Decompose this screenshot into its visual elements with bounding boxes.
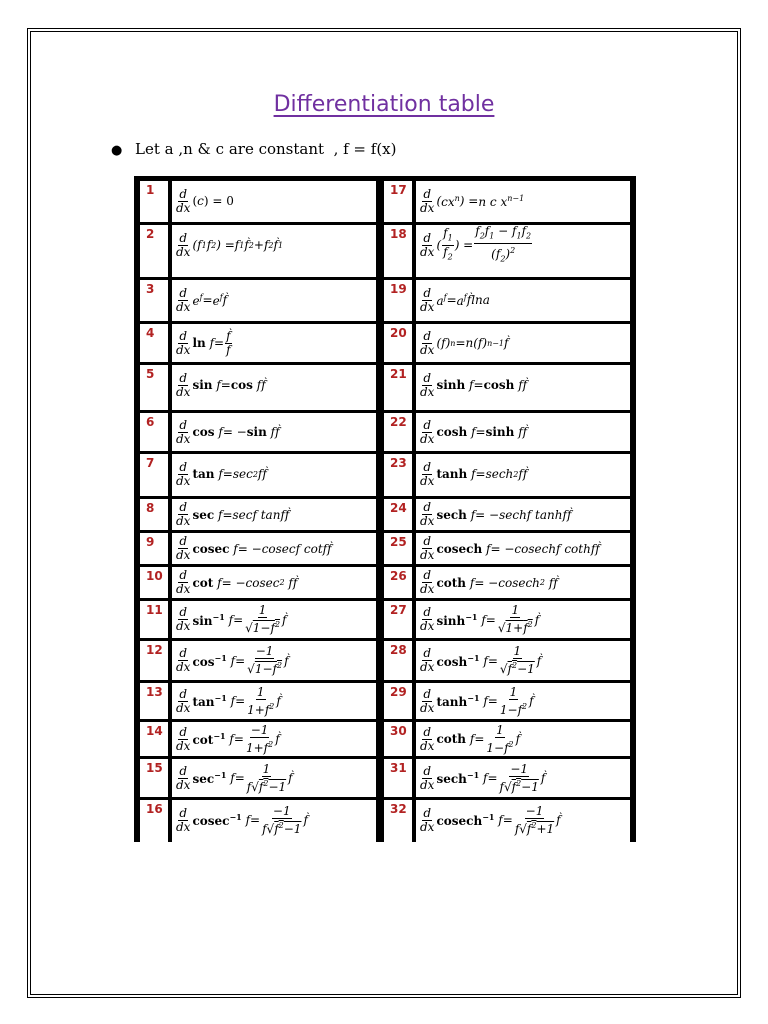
formula-cell: [416, 683, 630, 719]
row-number-cell: [140, 601, 168, 638]
row-number: 31: [390, 761, 407, 775]
formula: d dx ( $cx^n$ ) = n c $x^{n-1}$: [420, 186, 525, 215]
formula: d dx sin f = cos f f̀: [176, 370, 266, 399]
formula: d dx cosec$^{-1}$ f = −1 $f√f^2-1$ f̀: [176, 803, 308, 836]
row-number: 14: [146, 724, 163, 738]
row-number: 7: [146, 456, 155, 470]
row-number: 17: [390, 183, 407, 197]
row-number-cell: [384, 641, 412, 680]
formula-cell: [172, 601, 376, 638]
formula-cell: [172, 641, 376, 680]
formula: d dx ln f = f̀ f: [176, 328, 231, 357]
row-number-cell: [140, 722, 168, 756]
row-number-cell: [140, 800, 168, 844]
formula: d dx coth f = 1 $1-f^2$ f̀: [420, 722, 521, 755]
row-number-cell: [140, 225, 168, 277]
row-number: 13: [146, 685, 163, 699]
formula-cell: [172, 324, 376, 362]
formula-cell: [172, 683, 376, 719]
row-number: 20: [390, 326, 407, 340]
row-number: 5: [146, 367, 155, 381]
row-number-cell: [140, 533, 168, 564]
formula: d dx $\tan^{-1}$ f = 1 $1+f^2$ f̀: [176, 684, 281, 717]
row-number-cell: [384, 800, 412, 844]
row-number: 28: [390, 643, 407, 657]
row-number: 18: [390, 227, 407, 241]
formula-cell: [416, 280, 630, 321]
formula: d dx sech f = − sechf tanhf f̀: [420, 500, 572, 528]
formula: d dx tan f = sec 2 f f̀: [176, 459, 267, 488]
row-number: 23: [390, 456, 407, 470]
formula-cell: [416, 365, 630, 410]
formula-cell: [172, 722, 376, 756]
formula-cell: [172, 533, 376, 564]
formula: d dx sinh f = cosh f f̀: [420, 370, 528, 399]
row-number-cell: [140, 413, 168, 451]
page-title: [0, 92, 768, 117]
row-number: 11: [146, 603, 163, 617]
row-number: 6: [146, 415, 155, 429]
formula: d dx ( c ) = 0: [176, 186, 234, 215]
formula: d dx $\cosh^{-1}$ f = 1 $√f^2-1$ f̀: [420, 644, 542, 676]
formula-cell: [172, 567, 376, 598]
row-number-cell: [140, 499, 168, 530]
formula-cell: [416, 641, 630, 680]
formula-cell: [416, 759, 630, 797]
formula-cell: [416, 454, 630, 496]
title-text: Differentiation table: [273, 92, 495, 117]
formula-cell: [416, 567, 630, 598]
formula: d dx ( $f_1$ $f_2$ ) = $f_2f̀_1$ − $f_1f̀_2$ $(f_2)^2$: [420, 225, 532, 263]
row-number-cell: [384, 280, 412, 321]
formula-cell: [416, 533, 630, 564]
formula: d dx cosech$^{-1}$ f = −1 $f√f^2+1$ f̀: [420, 803, 561, 836]
differentiation-table: [134, 176, 636, 842]
row-number-cell: [384, 683, 412, 719]
row-number-cell: [140, 759, 168, 797]
formula: d dx cosech f = − cosechf cothf f̀: [420, 534, 600, 562]
formula-cell: [416, 722, 630, 756]
row-number-cell: [384, 413, 412, 451]
formula-cell: [172, 454, 376, 496]
row-number: 19: [390, 282, 407, 296]
row-number-cell: [384, 499, 412, 530]
formula: d dx $\tanh^{-1}$ f = 1 $1-f^2$ f̀: [420, 684, 534, 717]
formula: d dx cos f = − sin f f̀: [176, 417, 280, 446]
formula-cell: [416, 800, 630, 844]
formula-cell: [416, 181, 630, 222]
formula: d dx $\sinh^{-1}$ f = 1 $√1+f^2$ f̀: [420, 603, 540, 635]
formula-cell: [172, 800, 376, 844]
row-number-cell: [384, 324, 412, 362]
formula: d dx $e^f$ = $e^f$ f̀: [176, 285, 228, 314]
formula-cell: [416, 499, 630, 530]
formula-cell: [416, 324, 630, 362]
row-number: 25: [390, 535, 407, 549]
formula: d dx coth f = − cosech 2 f f̀: [420, 568, 558, 596]
row-number-cell: [140, 181, 168, 222]
formula: d dx ( f 1 f 2 ) = f 1 f̀ 2 + f 2 f̀ 1: [176, 230, 284, 259]
row-number: 10: [146, 569, 163, 583]
formula: d dx cosh f = sinh f f̀: [420, 417, 528, 446]
row-number: 27: [390, 603, 407, 617]
row-number: 24: [390, 501, 407, 515]
row-number: 21: [390, 367, 407, 381]
formula: d dx cot f = − cosec 2 f f̀: [176, 568, 298, 596]
row-number-cell: [384, 722, 412, 756]
row-number: 16: [146, 802, 163, 816]
intro-text: Let a ,n & c are constant , f = f(x): [135, 140, 397, 158]
row-number-cell: [384, 454, 412, 496]
formula-cell: [172, 365, 376, 410]
formula: d dx $\cos^{-1}$ f = −1 $√1-f^2$ f̀: [176, 644, 289, 676]
formula: d dx cosec f = − cosecf cotf f̀: [176, 534, 332, 562]
formula-cell: [416, 413, 630, 451]
row-number-cell: [384, 759, 412, 797]
formula: d dx $\sec^{-1}$ f = 1 $f√f^2-1$ f̀: [176, 761, 293, 794]
formula-cell: [172, 759, 376, 797]
formula: d dx ( f ) n = n ( f ) n−1 f̀: [420, 328, 509, 357]
formula: d dx $a^f$ = $a^f$ f̀ lna: [420, 285, 490, 314]
row-number-cell: [140, 280, 168, 321]
row-number: 9: [146, 535, 155, 549]
formula: d dx tanh f = sech 2 f f̀: [420, 459, 528, 488]
formula-cell: [172, 413, 376, 451]
formula-cell: [172, 181, 376, 222]
formula: d dx sech$^{-1}$ f = −1 $f√f^2-1$ f̀: [420, 761, 546, 794]
row-number: 12: [146, 643, 163, 657]
row-number: 1: [146, 183, 155, 197]
row-number: 22: [390, 415, 407, 429]
row-number-cell: [384, 225, 412, 277]
row-number: 29: [390, 685, 407, 699]
row-number-cell: [140, 683, 168, 719]
formula-cell: [172, 225, 376, 277]
formula: d dx $\sin^{-1}$ f = 1 $√1-f^2$ f̀: [176, 603, 287, 635]
row-number-cell: [140, 567, 168, 598]
bullet-icon: ●: [111, 143, 123, 158]
row-number: 3: [146, 282, 155, 296]
formula-cell: [172, 499, 376, 530]
row-number: 15: [146, 761, 163, 775]
intro-bullet: [111, 140, 396, 158]
row-number-cell: [140, 365, 168, 410]
formula-cell: [416, 225, 630, 277]
row-number: 8: [146, 501, 155, 515]
formula: d dx $\cot^{-1}$ f = −1 $1+f^2$ f̀: [176, 722, 280, 755]
row-number-cell: [384, 567, 412, 598]
row-number: 32: [390, 802, 407, 816]
row-number: 30: [390, 724, 407, 738]
row-number: 26: [390, 569, 407, 583]
row-number-cell: [384, 181, 412, 222]
formula-cell: [416, 601, 630, 638]
row-number-cell: [384, 365, 412, 410]
row-number-cell: [140, 324, 168, 362]
formula-cell: [172, 280, 376, 321]
row-number-cell: [384, 601, 412, 638]
row-number-cell: [140, 454, 168, 496]
formula: d dx sec f = secf tanf f̀: [176, 500, 290, 528]
row-number: 2: [146, 227, 155, 241]
row-number-cell: [384, 533, 412, 564]
row-number-cell: [140, 641, 168, 680]
row-number: 4: [146, 326, 155, 340]
